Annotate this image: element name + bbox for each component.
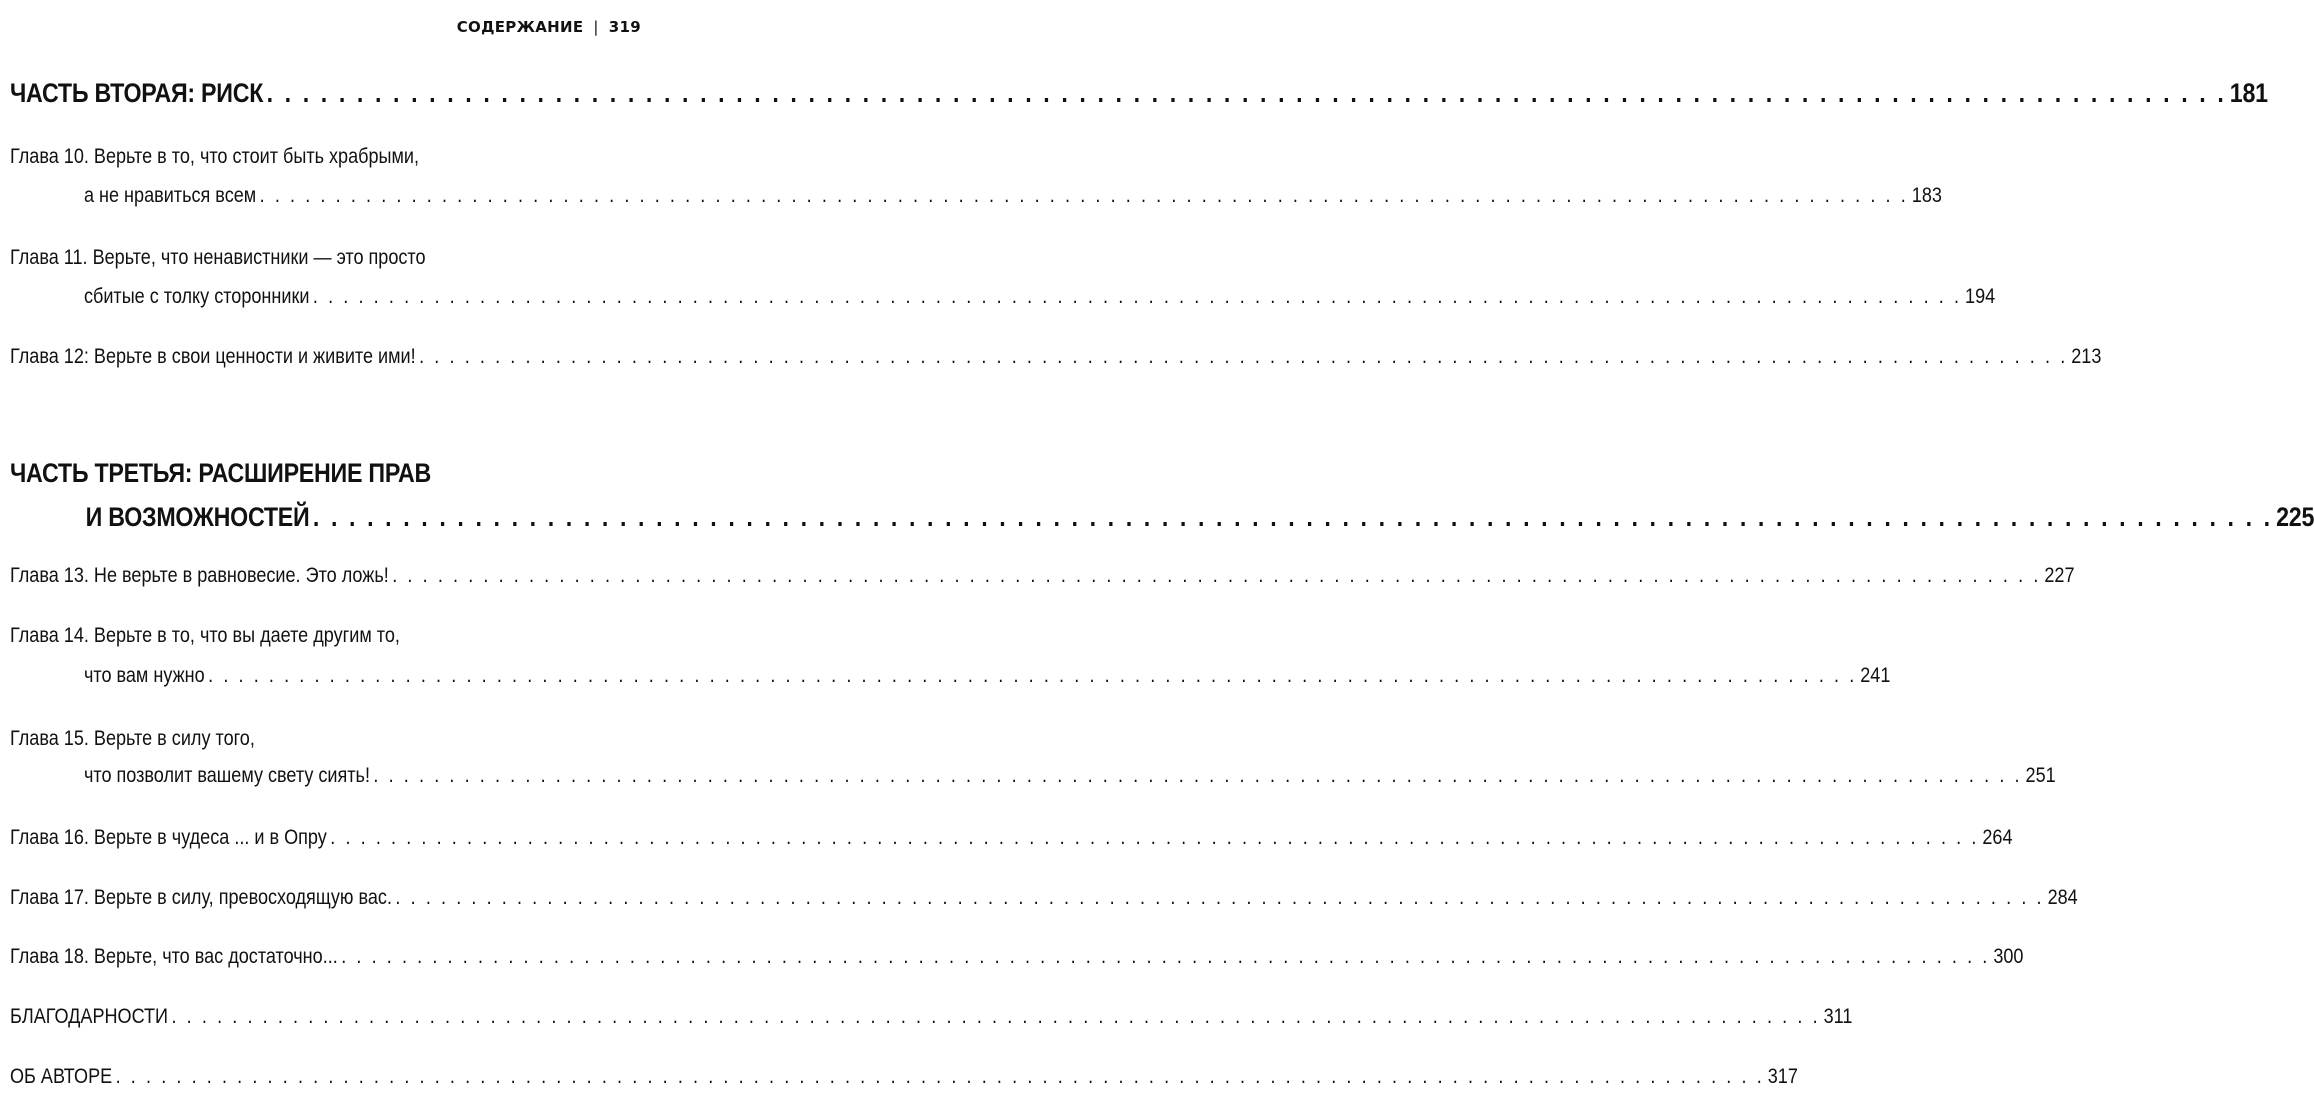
dot-leader — [330, 826, 1979, 850]
dot-leader — [171, 1005, 1820, 1029]
dot-leader — [419, 345, 2068, 369]
dot-leader — [395, 886, 2044, 910]
toc-entry-part-two[interactable] — [10, 78, 2268, 114]
entry-title: Глава 10. Верьте в то, что стоит быть храбрыми, — [10, 145, 420, 168]
toc-entry-chapter-14-cont[interactable] — [10, 664, 1891, 700]
entry-title: ОБ АВТОРЕ — [10, 1065, 113, 1088]
toc-entry-chapter-14[interactable] — [10, 624, 641, 660]
dot-leader — [267, 78, 2227, 109]
entry-title: Глава 12: Верьте в свои ценности и живите ими! — [10, 345, 416, 368]
header-separator: | — [593, 18, 599, 36]
entry-page: 181 — [2229, 78, 2268, 108]
entry-page: 213 — [2071, 345, 2102, 368]
entry-page: 264 — [1982, 826, 2013, 849]
entry-page: 194 — [1965, 285, 1996, 308]
toc-entry-chapter-15-cont[interactable] — [10, 764, 2056, 800]
entry-title-cont: что вам нужно — [83, 664, 205, 687]
toc-entry-chapter-16[interactable] — [10, 826, 2013, 862]
entry-title: Глава 14. Верьте в то, что вы даете другим то, — [10, 624, 400, 647]
entry-title: Глава 18. Верьте, что вас достаточно... — [10, 945, 338, 968]
toc-entry-acknowledgements[interactable] — [10, 1005, 1853, 1041]
dot-leader — [116, 1065, 1765, 1089]
toc-entry-chapter-10-cont[interactable] — [10, 184, 1942, 220]
entry-page: 300 — [1993, 945, 2024, 968]
entry-page: 227 — [2044, 564, 2075, 587]
toc-entry-chapter-10[interactable] — [10, 145, 641, 181]
toc-entry-about-author[interactable] — [10, 1065, 1798, 1101]
dot-leader — [313, 285, 1962, 309]
dot-leader — [373, 764, 2022, 788]
entry-title-cont: сбитые с толку сторонники — [83, 285, 310, 308]
entry-page: 251 — [2025, 764, 2056, 787]
entry-title: БЛАГОДАРНОСТИ — [10, 1005, 169, 1028]
entry-title-cont: а не нравиться всем — [83, 184, 257, 207]
toc-entry-part-three[interactable] — [10, 458, 641, 494]
entry-title: ЧАСТЬ ВТОРАЯ: РИСК — [10, 78, 264, 108]
entry-page: 317 — [1767, 1065, 1798, 1088]
dot-leader — [208, 664, 1857, 688]
entry-page: 241 — [1860, 664, 1891, 687]
entry-title-cont: что позволит вашему свету сиять! — [83, 764, 370, 787]
header-page-number: 319 — [608, 18, 641, 36]
entry-title: Глава 11. Верьте, что ненавистники — это просто — [10, 246, 426, 269]
entry-title: Глава 13. Не верьте в равновесие. Это ложь! — [10, 564, 389, 587]
dot-leader — [341, 945, 1990, 969]
toc-entry-chapter-13[interactable] — [10, 564, 2075, 600]
entry-title: Глава 17. Верьте в силу, превосходящую вас. — [10, 886, 392, 909]
running-header — [457, 18, 641, 36]
entry-title-cont: И ВОЗМОЖНОСТЕЙ — [85, 502, 310, 532]
entry-title: Глава 15. Верьте в силу того, — [10, 727, 255, 750]
header-title: СОДЕРЖАНИЕ — [456, 18, 584, 36]
toc-entry-part-three-cont[interactable] — [10, 502, 2314, 538]
entry-page: 225 — [2276, 502, 2314, 532]
dot-leader — [313, 502, 2273, 533]
dot-leader — [392, 564, 2041, 588]
entry-page: 284 — [2047, 886, 2078, 909]
toc-entry-chapter-15[interactable] — [10, 727, 641, 763]
toc-entry-chapter-18[interactable] — [10, 945, 2024, 981]
toc-entry-chapter-12[interactable] — [10, 345, 2102, 381]
dot-leader — [260, 184, 1909, 208]
toc-entry-chapter-17[interactable] — [10, 886, 2078, 922]
entry-title: ЧАСТЬ ТРЕТЬЯ: РАСШИРЕНИЕ ПРАВ — [10, 458, 432, 488]
toc-entry-chapter-11-cont[interactable] — [10, 285, 1996, 321]
entry-page: 183 — [1911, 184, 1942, 207]
entry-page: 311 — [1823, 1005, 1853, 1028]
entry-title: Глава 16. Верьте в чудеса ... и в Опру — [10, 826, 327, 849]
toc-entry-chapter-11[interactable] — [10, 246, 641, 282]
